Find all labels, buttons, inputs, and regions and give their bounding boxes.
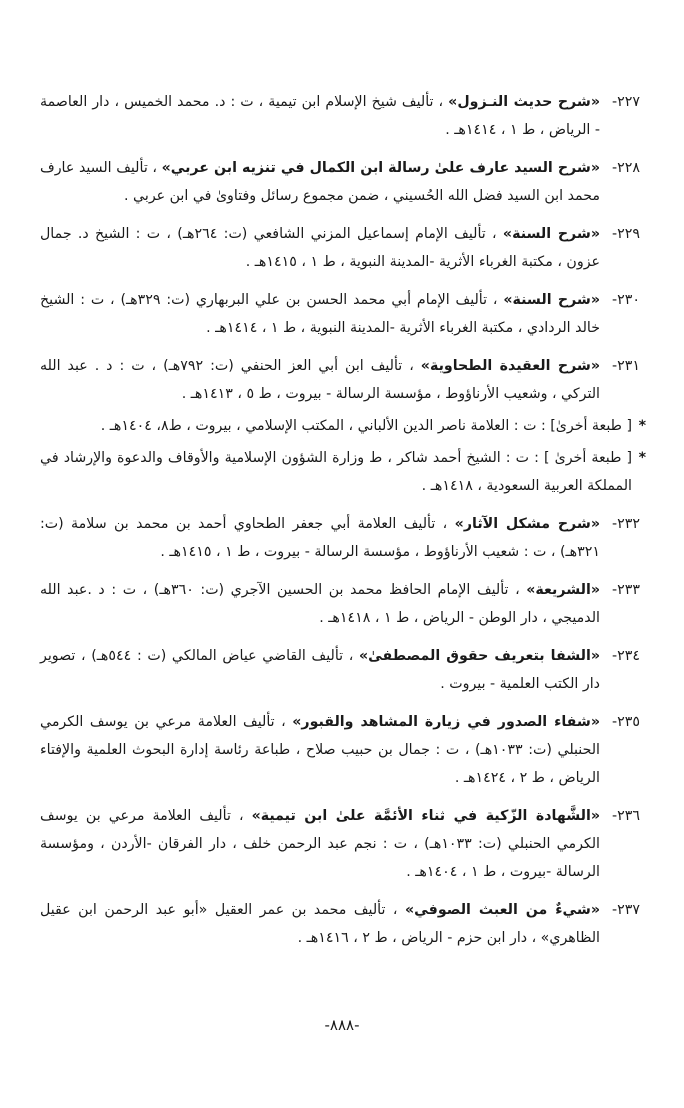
bibliography-entry-237 — [40, 896, 640, 952]
entry-number: ٢٣٧- — [612, 902, 640, 918]
note-asterisk: * — [638, 418, 646, 434]
entry-number: ٢٢٩- — [612, 226, 640, 242]
edition-note — [40, 444, 646, 500]
bibliography-entry-231 — [40, 352, 640, 408]
bibliography-entry-230 — [40, 286, 640, 342]
bibliography-entry-236 — [40, 802, 640, 886]
entry-number: ٢٣٢- — [612, 516, 640, 532]
edition-note — [40, 412, 646, 440]
entry-number: ٢٣٤- — [612, 648, 640, 664]
entry-details: ، تأليف القاضي عياض المالكي (ت : ٥٤٤هـ) ، تصوير دار الكتب العلمية - بيروت . — [40, 648, 600, 692]
entry-title: «شرح العقيدة الطحاوية» — [420, 358, 601, 374]
note-asterisk: * — [638, 450, 646, 466]
entry-details: ، تأليف العلامة مرعي بن يوسف الكرمي الحنبلي (ت: ١٠٣٣هـ) ، ت : نجم عبد الرحمن خلف ، دار الفرقان -الأردن ، ومؤسسة الرسالة -بيروت ، ط ١ ، ١٤٠٤هـ . — [40, 808, 601, 880]
bibliography-entry-227 — [40, 88, 640, 144]
bibliography-entry-228 — [40, 154, 640, 210]
entry-title: «شرح السنة» — [502, 226, 601, 242]
note-text: [ طبعة أخرىٰ ] : ت : الشيخ أحمد شاكر ، ط وزارة الشؤون الإسلامية والأوقاف والدعوة والإرشاد في المملكة العربية السعودية ، ١٤١٨هـ . — [40, 450, 632, 494]
entry-title: «شفاء الصدور في زيارة المشاهد والقبور» — [292, 714, 601, 730]
entry-details: ، تأليف الإمام إسماعيل المزني الشافعي (ت: ٢٦٤هـ) ، ت : الشيخ د. جمال عزون ، مكتبة الغرباء الأثرية -المدينة النبوية ، ط ١ ، ١٤١٥هـ . — [40, 226, 600, 270]
entry-title: «شرح السنة» — [503, 292, 601, 308]
entry-details: ، تأليف شيخ الإسلام ابن تيمية ، ت : د. محمد الخميس ، دار العاصمة - الرياض ، ط ١ ، ١٤١٤هـ . — [40, 94, 600, 138]
bibliography-page — [40, 88, 646, 962]
entry-title: «الشفا بتعريف حقوق المصطفىٰ» — [358, 648, 600, 664]
entry-number: ٢٣٥- — [612, 714, 640, 730]
bibliography-entry-233 — [40, 576, 640, 632]
entry-title: «شرح السيد عارف علىٰ رسالة ابن الكمال في تنزيه ابن عربي» — [161, 160, 600, 176]
bibliography-entry-235 — [40, 708, 640, 792]
entry-title: «شرح حديث النـزول» — [448, 94, 600, 110]
entry-number: ٢٣٦- — [612, 808, 640, 824]
bibliography-entry-229 — [40, 220, 640, 276]
entry-details: ، تأليف الإمام أبي محمد الحسن بن علي البربهاري (ت: ٣٢٩هـ) ، ت : الشيخ خالد الردادي ، مكتبة الغرباء الأثرية -المدينة النبوية ، ط ١ ، ١٤١٤هـ . — [40, 292, 600, 336]
entry-number: ٢٢٧- — [612, 94, 640, 110]
entry-title: «شرح مشكل الآثار» — [454, 516, 600, 532]
entry-details: ، تأليف العلامة مرعي بن يوسف الكرمي الحنبلي (ت: ١٠٣٣هـ) ، ت : جمال بن حبيب صلاح ، طباعة رئاسة إدارة البحوث العلمية والإفتاء الرياض ، ط ٢ ، ١٤٢٤هـ . — [40, 714, 600, 786]
entry-details: ، تأليف ابن أبي العز الحنفي (ت: ٧٩٢هـ) ، ت : د . عبد الله التركي ، وشعيب الأرناؤوط ، مؤسسة الرسالة - بيروت ، ط ٥ ، ١٤١٣هـ . — [40, 358, 600, 402]
bibliography-entry-232 — [40, 510, 640, 566]
note-text: [ طبعة أخرىٰ] : ت : العلامة ناصر الدين الألباني ، المكتب الإسلامي ، بيروت ، ط٨، ١٤٠٤هـ . — [100, 418, 632, 434]
entry-title: «الشَّهادة الزّكية في ثناء الأئمَّة علىٰ ابن تيمية» — [251, 808, 600, 824]
entry-details: ، تأليف السيد عارف محمد ابن السيد فضل الله الحُسيني ، ضمن مجموع رسائل وفتاوىٰ في ابن عربي . — [40, 160, 600, 204]
entry-number: ٢٣٣- — [612, 582, 640, 598]
entry-details: ، تأليف محمد بن عمر العقيل «أبو عبد الرحمن ابن عقيل الظاهري» ، دار ابن حزم - الرياض ، ط ٢ ، ١٤١٦هـ . — [40, 902, 600, 946]
entry-number: ٢٣١- — [612, 358, 640, 374]
entry-title: «الشريعة» — [526, 582, 600, 598]
entry-number: ٢٢٨- — [612, 160, 640, 176]
entry-details: ، تأليف العلامة أبي جعفر الطحاوي أحمد بن محمد بن سلامة (ت: ٣٢١هـ) ، ت : شعيب الأرناؤوط ، مؤسسة الرسالة - بيروت ، ط ١ ، ١٤١٥هـ . — [40, 516, 600, 560]
page-number: -٨٨٨- — [324, 1016, 360, 1034]
bibliography-entry-234 — [40, 642, 640, 698]
entry-number: ٢٣٠- — [612, 292, 640, 308]
entry-details: ، تأليف الإمام الحافظ محمد بن الحسين الآجري (ت: ٣٦٠هـ) ، ت : د .عبد الله الدميجي ، دار الوطن - الرياض ، ط ١ ، ١٤١٨هـ . — [40, 582, 600, 626]
entry-title: «شيءٌ من العبث الصوفي» — [405, 902, 600, 918]
